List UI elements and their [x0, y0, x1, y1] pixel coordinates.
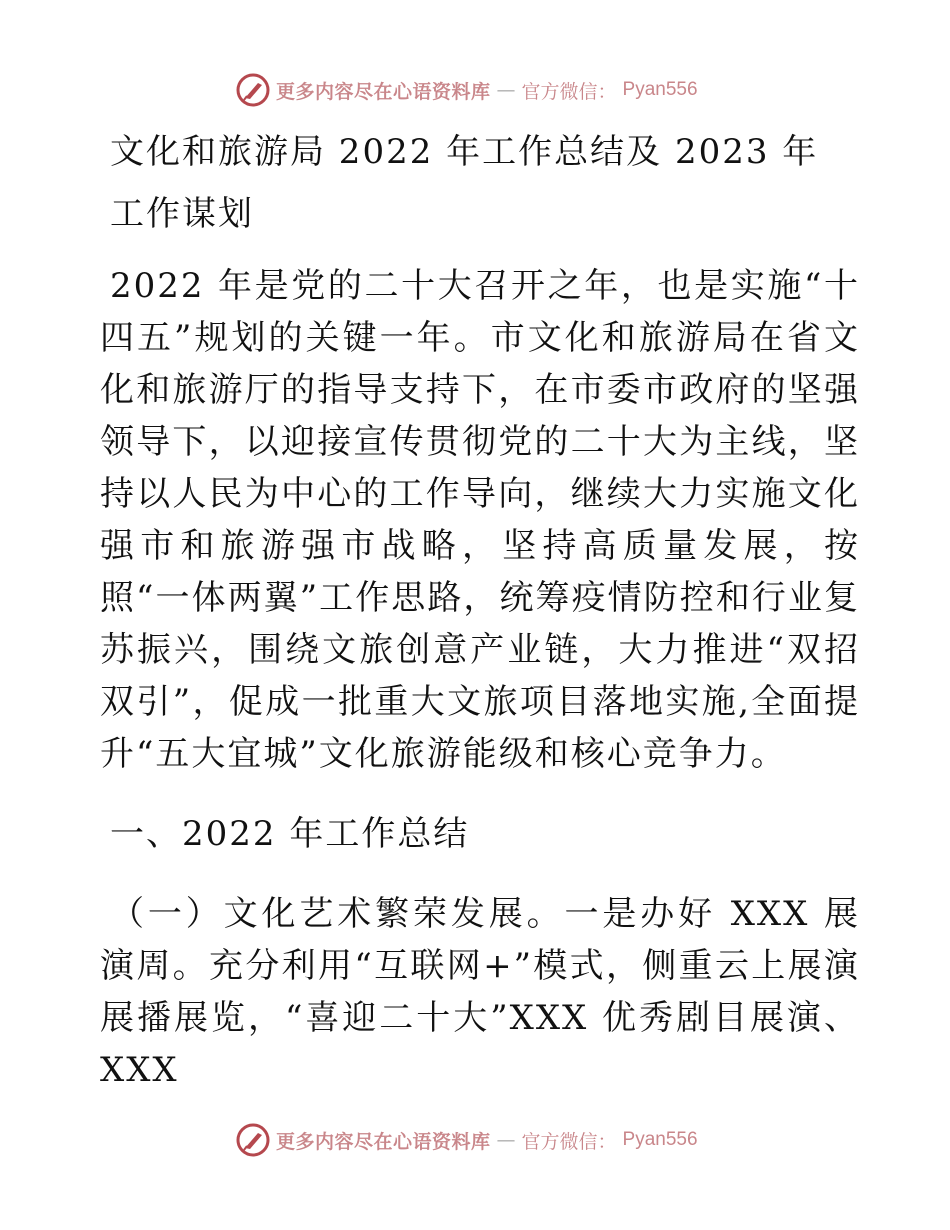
quill-logo-icon [236, 1123, 270, 1157]
watermark-wechat-id: Pyan556 [622, 79, 698, 100]
quill-logo-icon [236, 73, 270, 107]
watermark-wechat-id: Pyan556 [622, 1129, 698, 1150]
watermark-separator: — [496, 1129, 516, 1151]
watermark-brand: 更多内容尽在心语资料库 [276, 80, 491, 103]
section-heading: 一、2022 年工作总结 [110, 814, 470, 854]
watermark-label: 官方微信： [521, 1130, 617, 1153]
watermark-label: 官方微信： [521, 80, 617, 103]
watermark-brand: 更多内容尽在心语资料库 [276, 1130, 491, 1153]
watermark-separator: — [496, 79, 516, 101]
document-title-line2: 工作谋划 [110, 194, 254, 234]
header-watermark [236, 72, 698, 108]
section1-paragraph: （一）文化艺术繁荣发展。一是办好 XXX 展演周。充分利用“互联网+”模式，侧重云上展演展播展览，“喜迎二十大”XXX 优秀剧目展演、XXX [100, 894, 860, 1090]
intro-paragraph: 2022 年是党的二十大召开之年，也是实施“十四五”规划的关键一年。市文化和旅游局在省文化和旅游厅的指导支持下，在市委市政府的坚强领导下，以迎接宣传贯彻党的二十大为主线，坚持以人民为中心的工作导向，继续大力实施文化强市和旅游强市战略，坚持高质量发展，按照“一体两翼”工作思路，统筹疫情防控和行业复苏振兴，围绕文旅创意产业链，大力推进“双招双引”，促成一批重大文旅项目落地实施,全面提升“五大宜城”文化旅游能级和核心竞争力。 [100, 266, 860, 774]
footer-watermark [236, 1122, 698, 1158]
document-title-line1: 文化和旅游局 2022 年工作总结及 2023 年 [110, 132, 819, 172]
document-body [100, 126, 860, 1096]
